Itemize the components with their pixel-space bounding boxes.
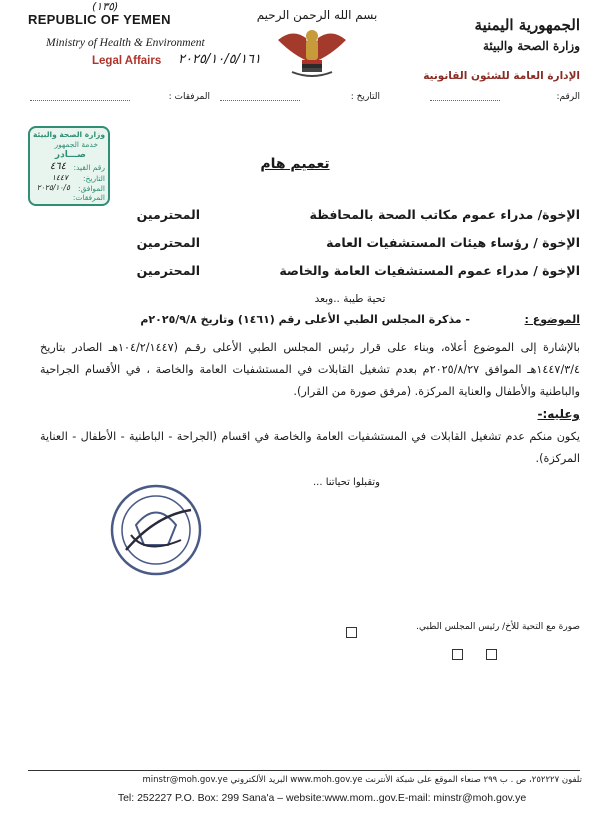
incoming-stamp [28, 126, 110, 206]
en-department-name: Legal Affairs [92, 55, 162, 67]
circular-title: تعميم هام [260, 156, 330, 172]
body-paragraph: بالإشارة إلى الموضوع أعلاه، وبناء على قرار رئيس المجلس الطبي الأعلى رقـم (١٠٤/٢/١٤٤٧هـ الصادر بتاريخ ١٤٤٧/٣/٤هـ الموافق ٢٠٢٥/٨/٢٧م بعدم تشغيل القابلات في المستشفيات العامة والخاصة ، في الأقسام الجراحية والباطنية والأطفال والعناية المركزة. (مرفق صورة من القرار). [40, 341, 580, 398]
closing: وتقبلوا تحياتنا ... [313, 477, 380, 488]
date-dots [220, 100, 300, 101]
subject-label: الموضوع : [524, 313, 580, 326]
copy-checkbox-2[interactable] [452, 645, 463, 664]
stamp-reg-label: رقم القيد: [73, 163, 105, 172]
stamp-reg-value: ٤٦٤ [49, 161, 66, 172]
number-dots [430, 100, 500, 101]
en-country-title: REPUBLIC OF YEMEN [28, 12, 171, 27]
addressee-2-honorific: المحترمين [136, 235, 200, 250]
basmala: بسم الله الرحمن الرحيم [256, 8, 378, 22]
addressee-3: الإخوة / مدراء عموم المستشفيات العامة والخاصة [279, 263, 580, 278]
ar-country-title: الجمهورية اليمنية [474, 16, 580, 34]
stamp-line2: خدمة الجمهور [54, 140, 98, 149]
attachments-dots [30, 100, 130, 101]
stamp-line1: وزارة الصحة والبيئة [32, 130, 105, 139]
stamp-date-label: التاريخ: [83, 174, 105, 183]
top-handwritten-number: (١٣٥) [92, 0, 119, 13]
directive-paragraph: يكون منكم عدم تشغيل القابلات في المستشفيات العامة والخاصة في اقسام (الجراحة - الباطنية - الأطفال - العناية المركزة). [40, 430, 580, 465]
stamp-att-label: المرفقات: [72, 193, 105, 202]
addressee-1-honorific: المحترمين [136, 207, 200, 222]
stamp-greg-value: ٢٠٢٥/١٠/٥ [36, 183, 70, 192]
footer-arabic: تلفون ٢٥٢٢٢٧، ص . ب ٢٩٩ صنعاء الموقع على شبكة الأنترنت www.moh.gov.ye البريد الألكتروني minstr@moh.gov.ye [142, 775, 582, 785]
copy-checkbox-1[interactable] [346, 623, 357, 642]
addressee-2: الإخوة / رؤساء هيئات المستشفيات العامة [326, 235, 580, 250]
addressee-1: الإخوة/ مدراء عموم مكاتب الصحة بالمحافظة [309, 207, 580, 222]
copy-checkbox-3[interactable] [486, 645, 497, 664]
footer-divider [28, 770, 580, 771]
copy-to-line: صورة مع التحية للأخ/ رئيس المجلس الطبي. [416, 622, 580, 632]
official-seal-icon [106, 480, 206, 580]
date-label: التاريخ : [350, 92, 380, 102]
handwritten-reference: ٢٠٢٥/١٠/٥/١٦١ [178, 52, 261, 67]
stamp-greg-label: الموافق: [77, 184, 105, 193]
attachments-label: المرفقات : [168, 92, 210, 102]
ar-ministry-name: وزارة الصحة والبيئة [482, 39, 580, 53]
number-label: الرقم: [556, 92, 580, 102]
subject-text: - مذكرة المجلس الطبي الأعلى رقم (١٤٦١) وتاريخ ٢٠٢٥/٩/٨م [140, 313, 470, 326]
footer-english: Tel: 252227 P.O. Box: 299 Sana'a – website:www.mom..gov.E-mail: minstr@moh.gov.ye [117, 792, 527, 804]
addressee-3-honorific: المحترمين [136, 263, 200, 278]
wa-alayh: وعليه:- [537, 407, 580, 421]
en-ministry-name: Ministry of Health & Environment [46, 37, 205, 49]
stamp-date-value: ١٤٤٧ [51, 173, 68, 182]
greeting: تحية طيبة ..وبعد [314, 293, 386, 305]
ar-department-name: الإدارة العامة للشئون القانونية [423, 70, 580, 82]
stamp-line3: صـــادر [54, 150, 86, 160]
yemen-emblem-icon [272, 22, 352, 82]
